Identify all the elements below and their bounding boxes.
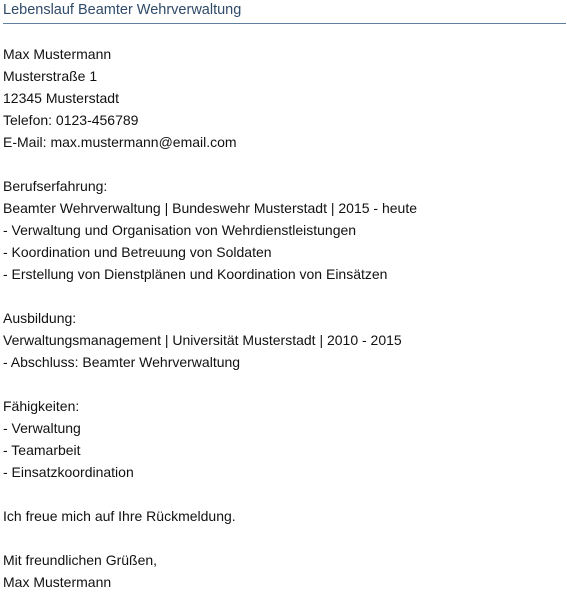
document-title: Lebenslauf Beamter Wehrverwaltung xyxy=(3,2,242,18)
experience-bullet: - Erstellung von Dienstplänen und Koordination von Einsätzen xyxy=(3,266,388,282)
skills-heading: Fähigkeiten: xyxy=(3,398,80,414)
contact-email: E-Mail: max.mustermann@email.com xyxy=(3,134,237,150)
experience-entry: Beamter Wehrverwaltung | Bundeswehr Musterstadt | 2015 - heute xyxy=(3,200,418,216)
signature-block xyxy=(3,549,563,593)
signature-name: Max Mustermann xyxy=(3,574,112,590)
contact-block xyxy=(3,43,563,153)
contact-street: Musterstraße 1 xyxy=(3,68,98,84)
skills-bullet: - Verwaltung xyxy=(3,420,81,436)
skills-section xyxy=(3,395,563,483)
section-spacer xyxy=(3,483,563,505)
skills-bullet: - Teamarbeit xyxy=(3,442,81,458)
resume-body xyxy=(3,43,563,593)
experience-bullet: - Verwaltung und Organisation von Wehrdienstleistungen xyxy=(3,222,357,238)
education-heading: Ausbildung: xyxy=(3,310,77,326)
experience-bullet: - Koordination und Betreuung von Soldaten xyxy=(3,244,272,260)
experience-section xyxy=(3,175,563,285)
contact-city: 12345 Musterstadt xyxy=(3,90,119,106)
contact-phone: Telefon: 0123-456789 xyxy=(3,112,139,128)
sign-off: Mit freundlichen Grüßen, xyxy=(3,552,158,568)
skills-bullet: - Einsatzkoordination xyxy=(3,464,134,480)
section-spacer xyxy=(3,373,563,395)
contact-name: Max Mustermann xyxy=(3,46,112,62)
section-spacer xyxy=(3,153,563,175)
section-spacer xyxy=(3,527,563,549)
education-section xyxy=(3,307,563,373)
experience-heading: Berufserfahrung: xyxy=(3,178,108,194)
title-divider xyxy=(3,23,566,24)
closing-sentence: Ich freue mich auf Ihre Rückmeldung. xyxy=(3,508,236,524)
section-spacer xyxy=(3,285,563,307)
education-bullet: - Abschluss: Beamter Wehrverwaltung xyxy=(3,354,241,370)
education-entry: Verwaltungsmanagement | Universität Musterstadt | 2010 - 2015 xyxy=(3,332,402,348)
